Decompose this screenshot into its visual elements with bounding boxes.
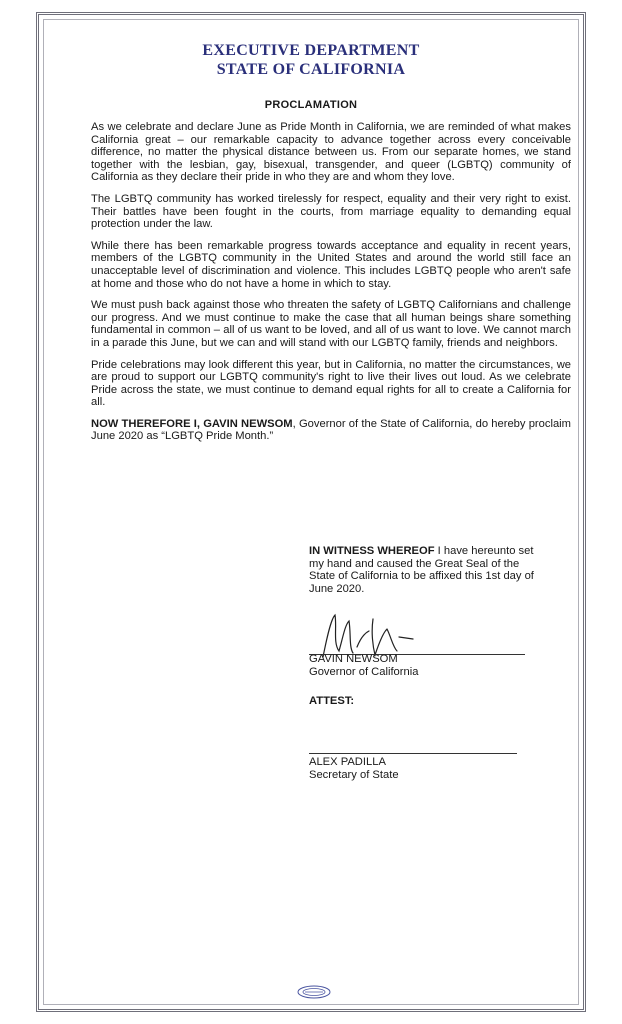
seal-icon — [297, 985, 331, 999]
secretary-signature-line — [309, 753, 517, 754]
paragraph: While there has been remarkable progress towards acceptance and equality in recent years, members of the LGBTQ community in the United States and around the world still face an unacceptable level of discrimination and violence. This includes LGBTQ people who aren't safe at home and those who do not have a home in which to stay. — [91, 239, 571, 290]
witness-lead: IN WITNESS WHEREOF — [309, 545, 435, 557]
paragraph: We must push back against those who threaten the safety of LGBTQ Californians and challenge our progress. And we must continue to make the case that all human beings share something fundamental in common – all of us want to be loved, and all of us want to love. We cannot march in a parade this June, but we can and will stand with our LGBTQ family, friends and neighbors. — [91, 299, 571, 349]
proclamation-body — [91, 121, 571, 452]
paragraph: The LGBTQ community has worked tirelessly for respect, equality and their very right to exist. Their battles have been fought in the courts, from marriage equality to demanding equal protection under the law. — [91, 192, 571, 231]
paragraph: Pride celebrations may look different this year, but in California, no matter the circumstances, we are proud to support our LGBTQ community's right to live their lives out loud. As we celebrate Pride across the state, we must continue to demand equal rights for all to create a California for all. — [91, 358, 571, 409]
letterhead-line-1: EXECUTIVE DEPARTMENT — [202, 42, 420, 59]
now-therefore-paragraph — [91, 418, 571, 443]
letterhead-line-2: STATE OF CALIFORNIA — [216, 61, 406, 78]
governor-name: GAVIN NEWSOM — [309, 653, 398, 665]
document-page — [36, 12, 586, 1012]
letterhead — [39, 41, 583, 79]
document-title: PROCLAMATION — [264, 99, 358, 111]
secretary-name: ALEX PADILLA — [309, 756, 386, 768]
paragraph: As we celebrate and declare June as Pride Month in California, we are reminded of what makes California great – our remarkable capacity to advance together across every conceivable difference, no matter the physical distance between us. From our separate homes, we stand together with the lesbian, gay, bisexual, transgender, and queer (LGBTQ) community of California as they declare their pride in who they are and whom they love. — [91, 121, 571, 184]
secretary-title: Secretary of State — [309, 769, 399, 781]
witness-text: I have hereunto set my hand and caused the Great Seal of the State of California to be affixed this 1st day of June 2020. — [309, 545, 534, 595]
witness-block — [309, 545, 539, 595]
now-therefore-lead: NOW THEREFORE I, GAVIN NEWSOM — [91, 417, 293, 430]
attest-label: ATTEST: — [309, 695, 355, 707]
now-therefore-text: , Governor of the State of California, do hereby proclaim June 2020 as “LGBTQ Pride Month.” — [91, 417, 571, 443]
governor-title: Governor of California — [309, 666, 419, 678]
